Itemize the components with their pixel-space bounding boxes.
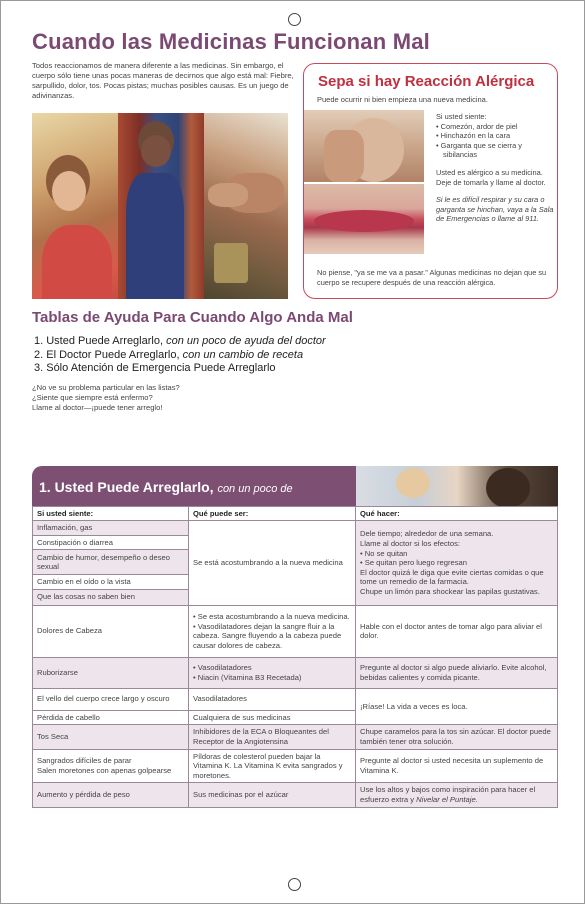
symptom-item: • Comezón, ardor de piel <box>436 121 518 131</box>
table-row <box>33 605 558 657</box>
step-2: 2. El Doctor Puede Arreglarlo, con un cambio de receta <box>34 348 304 361</box>
help-tables-title: Tablas de Ayuda Para Cuando Algo Anda Mal <box>32 309 353 326</box>
cell-todo: Pregunte al doctor si usted necesita un suplemento de Vitamina K. <box>356 749 558 783</box>
photo-swollen-lips <box>304 184 424 254</box>
cell-feel: Cambio en el oído o la vista <box>33 575 189 590</box>
allergy-details <box>436 112 554 224</box>
cell-todo: Pregunte al doctor si algo puede aliviarlo. Evite alcohol, bebidas calientes y comida picante. <box>356 657 558 688</box>
photo-strip <box>32 113 288 299</box>
cell-cause: Inhibidores de la ECA o Bloqueantes del Receptor de la Angiotensina <box>189 725 356 749</box>
table-row <box>33 688 558 710</box>
photo-face-itching <box>304 110 424 182</box>
cell-todo: Chupe caramelos para la tos sin azúcar. El doctor puede también tener otra solución. <box>356 725 558 749</box>
step-1: 1. Usted Puede Arreglarlo, con un poco de ayuda del doctor <box>34 335 326 347</box>
allergic-text: Usted es alérgico a su medicina. Deje de tomarla y llame al doctor. <box>436 167 546 187</box>
punch-hole-top <box>288 13 301 26</box>
photo-man-dizzy <box>118 113 204 299</box>
cell-feel: El vello del cuerpo crece largo y oscuro <box>33 688 189 710</box>
symptom-item: • Garganta que se cierra y sibilancias <box>436 140 522 160</box>
table-header-title: 1. Usted Puede Arreglarlo, con un poco de <box>39 479 293 495</box>
allergy-title: Sepa si hay Reacción Alérgica <box>318 73 535 90</box>
emergency-text: Si le es difícil respirar y su cara o garganta se hinchan, vaya a la Sala de Emergencias o llame al 911. <box>436 195 554 224</box>
cell-todo: ¡Ríase! La vida a veces es loca. <box>356 688 558 725</box>
col-header-todo: Qué hacer: <box>356 507 558 521</box>
table-header-bar <box>32 466 558 506</box>
col-header-feel: Si usted siente: <box>33 507 189 521</box>
question-1: ¿No ve su problema particular en las listas? <box>32 383 180 392</box>
cell-feel: Dolores de Cabeza <box>33 605 189 657</box>
cell-todo: Use los altos y bajos como inspiración para hacer el esfuerzo extra y Nivelar el Puntaje. <box>356 783 558 807</box>
symptom-item: • Hinchazón en la cara <box>436 131 511 141</box>
page-title: Cuando las Medicinas Funcionan Mal <box>32 29 430 54</box>
symptoms-table <box>32 506 558 808</box>
cell-feel: Inflamación, gas <box>33 521 189 536</box>
cell-cause: Cualquiera de sus medicinas <box>189 710 356 725</box>
cell-feel: Sangrados difíciles de parar Salen moretones con apenas golpearse <box>33 749 189 783</box>
question-2: ¿Siente que siempre está enfermo? <box>32 393 153 402</box>
table-row <box>33 521 558 536</box>
table-head-row <box>33 507 558 521</box>
steps-list <box>34 335 326 376</box>
punch-hole-bottom <box>288 878 301 891</box>
step-3: 3. Sólo Atención de Emergencia Puede Arreglarlo <box>34 362 276 374</box>
questions-block <box>32 383 180 413</box>
cell-todo: Hable con el doctor antes de tomar algo para aliviar el dolor. <box>356 605 558 657</box>
cell-cause: • Se esta acostumbrando a la nueva medicina. • Vasodilatadores dejan la sangre fluir a la cabeza. Sangre fluyendo a la cabeza puede causar dolores de cabeza. <box>189 605 356 657</box>
cell-cause: Píldoras de colesterol pueden bajar la Vitamina K. La Vitamina K evita sangrados y moretones. <box>189 749 356 783</box>
cell-feel: Cambio de humor, desempeño o deseo sexual <box>33 550 189 575</box>
photo-woman-headache <box>32 113 118 299</box>
allergic-reaction-box <box>303 63 558 299</box>
intro-paragraph: Todos reaccionamos de manera diferente a las medicinas. Sin embargo, el cuerpo sólo tiene unas pocas maneras de decirnos que algo está mal: Fiebre, sarpullido, dolor, tos. Pocas pistas; muchas posibles causas. Es un juego de adivinanzas. <box>32 61 294 100</box>
cell-cause: Vasodilatadores <box>189 688 356 710</box>
table-row <box>33 783 558 807</box>
allergy-subtitle: Puede ocurrir ni bien empieza una nueva medicina. <box>317 95 488 104</box>
cell-feel: Pérdida de cabello <box>33 710 189 725</box>
cell-feel: Tos Seca <box>33 725 189 749</box>
cell-feel: Constipación o diarrea <box>33 535 189 550</box>
allergy-bottom-note: No piense, "ya se me va a pasar." Algunas medicinas no dejan que su cuerpo se recupere después de una reacción alérgica. <box>317 268 547 287</box>
cell-cause: Se está acostumbrando a la nueva medicina <box>189 521 356 606</box>
table-row <box>33 725 558 749</box>
cell-feel: Que las cosas no saben bien <box>33 589 189 605</box>
photo-knee-pain <box>204 113 288 299</box>
symptom-list <box>436 122 554 160</box>
col-header-cause: Qué puede ser: <box>189 507 356 521</box>
cell-feel: Aumento y pérdida de peso <box>33 783 189 807</box>
table-row <box>33 657 558 688</box>
question-3: Llame al doctor—¡puede tener arreglo! <box>32 403 163 412</box>
if-feel-label: Si usted siente: <box>436 112 487 121</box>
cell-cause: Sus medicinas por el azúcar <box>189 783 356 807</box>
table-row <box>33 749 558 783</box>
cell-cause: • Vasodilatadores • Niacin (Vitamina B3 Recetada) <box>189 657 356 688</box>
photo-doctor-patient <box>356 466 558 506</box>
fix-it-table <box>32 466 558 808</box>
cell-todo: Dele tiempo; alrededor de una semana. Llame al doctor si los efectos: • No se quitan • Se quitan pero luego regresan El doctor quizá le diga que evite ciertas comidas o que tome un remedio de la farmacia. Chupe un limón para shockear las papilas gustativas. <box>356 521 558 606</box>
cell-feel: Ruborizarse <box>33 657 189 688</box>
